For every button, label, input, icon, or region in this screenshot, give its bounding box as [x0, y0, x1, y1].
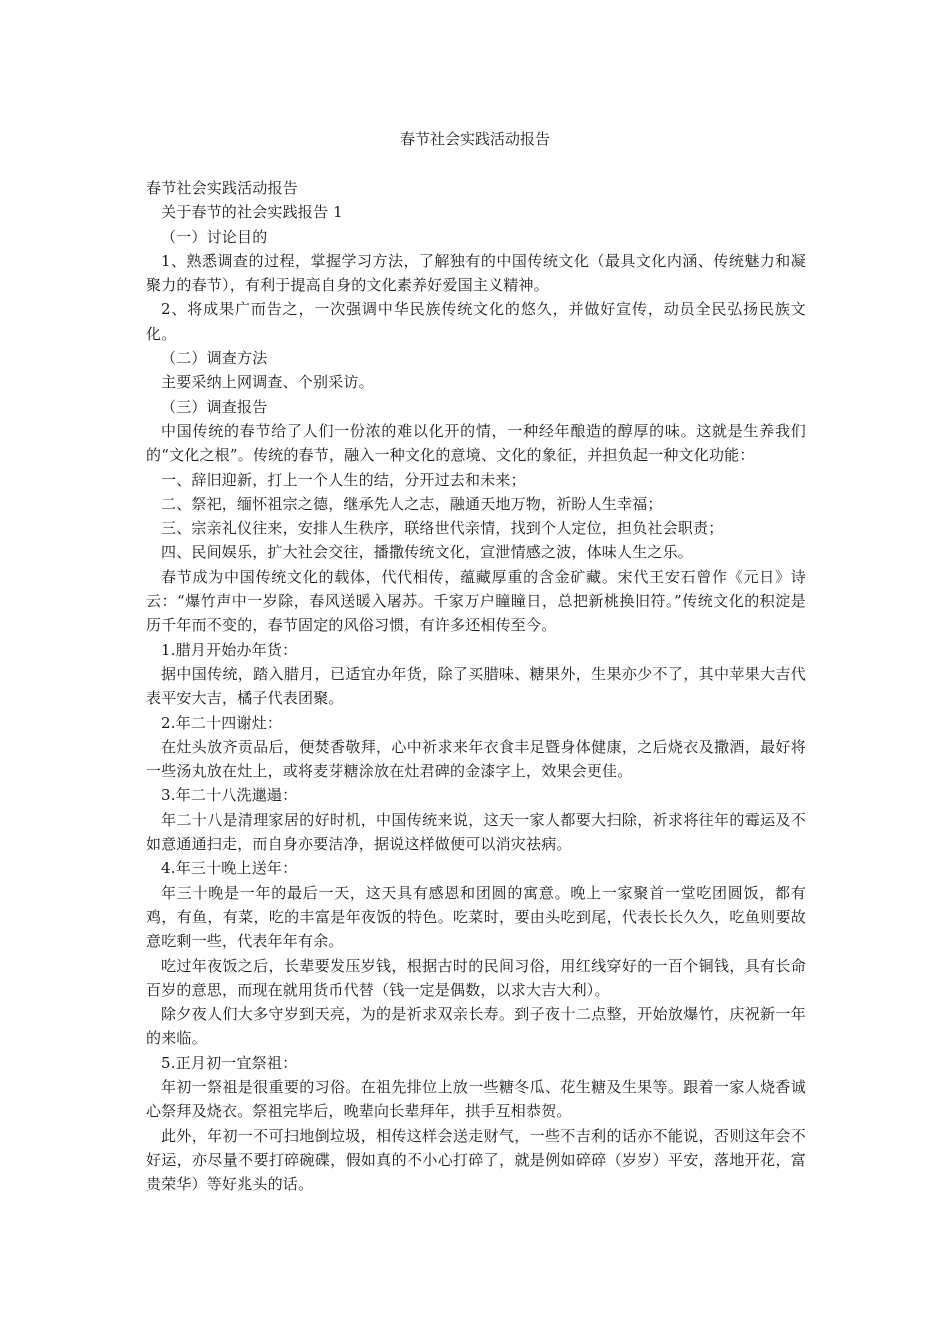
paragraph: 4.年三十晚上送年： [161, 859, 298, 878]
paragraph: 年三十晚是一年的最后一天，这天具有感恩和团圆的寓意。晚上一家聚首一堂吃团圆饭，都有鸡，有鱼，有菜，吃的丰富是年夜饭的特色。吃菜时，要由头吃到尾，代表长长久久，吃鱼则要故意吃剩一些，代表年年有余。 [146, 883, 806, 951]
paragraph: 2、将成果广而告之，一次强调中华民族传统文化的悠久，并做好宣传，动员全民弘扬民族文化。 [146, 300, 806, 343]
paragraph: 3.年二十八洗邋遢： [161, 786, 298, 805]
paragraph: 除夕夜人们大多守岁到天亮，为的是祈求双亲长寿。到子夜十二点整，开始放爆竹，庆祝新一年的来临。 [146, 1005, 806, 1048]
page-title: 春节社会实践活动报告 [399, 130, 550, 148]
paragraph: （二）调查方法 [161, 349, 268, 368]
paragraph: 此外，年初一不可扫地倒垃圾，相传这样会送走财气，一些不吉利的话亦不能说，否则这年会不好运，亦尽量不要打碎碗碟，假如真的不小心打碎了，就是例如碎碎（岁岁）平安，落地开花，富贵荣华）等好兆头的话。 [146, 1126, 806, 1194]
paragraph: 1、熟悉调查的过程，掌握学习方法，了解独有的中国传统文化（最具文化内涵、传统魅力和凝聚力的春节），有利于提高自身的文化素养好爱国主义精神。 [146, 251, 806, 295]
paragraph: 春节社会实践活动报告 [146, 179, 299, 197]
paragraph: 二、祭祀，缅怀祖宗之德，继承先人之志，融通天地万物，祈盼人生幸福； [161, 494, 663, 513]
paragraph: 吃过年夜饭之后，长辈要发压岁钱，根据古时的民间习俗，用红线穿好的一百个铜钱，具有长命百岁的意思，而现在就用货币代替（钱一定是偶数，以求大吉大利）。 [146, 956, 806, 999]
paragraph: （三）调查报告 [161, 397, 268, 416]
paragraph: 中国传统的春节给了人们一份浓的难以化开的情，一种经年酿造的醇厚的味。这就是生养我们的“文化之根”。传统的春节，融入一种文化的意境、文化的象征，并担负起一种文化功能： [146, 421, 806, 465]
paragraph: 春节成为中国传统文化的载体，代代相传，蕴藏厚重的含金矿藏。宋代王安石曾作《元日》诗云：“爆竹声中一岁除，春风送暖入屠苏。千家万户瞳瞳日，总把新桃换旧符。”传统文化的积淀是历千年而不变的，春节固定的风俗习惯，有许多还相传至今。 [146, 567, 806, 635]
paragraph: 关于春节的社会实践报告 1 [161, 203, 343, 222]
paragraph: 5.正月初一宜祭祖： [161, 1053, 298, 1072]
paragraph: 据中国传统，踏入腊月，已适宜办年货，除了买腊味、糖果外，生果亦少不了，其中苹果大吉代表平安大吉，橘子代表团聚。 [146, 664, 806, 708]
paragraph: 三、宗亲礼仪往来，安排人生秩序，联络世代亲情，找到个人定位，担负社会职责； [161, 519, 724, 538]
paragraph: 1.腊月开始办年货： [161, 640, 298, 659]
document-body [146, 176, 806, 1196]
paragraph: （一）讨论目的 [161, 227, 268, 246]
paragraph: 一、辞旧迎新，打上一个人生的结，分开过去和未来； [161, 470, 526, 489]
paragraph: 年二十八是清理家居的好时机，中国传统来说，这天一家人都要大扫除，祈求将往年的霉运及不如意通通扫走，而自身亦要洁净，据说这样做便可以消灾祛病。 [146, 810, 806, 854]
paragraph: 年初一祭祖是很重要的习俗。在祖先排位上放一些糖冬瓜、花生糖及生果等。跟着一家人烧香诚心祭拜及烧衣。祭祖完毕后，晚辈向长辈拜年，拱手互相恭贺。 [146, 1077, 806, 1121]
paragraph: 四、民间娱乐，扩大社会交往，播撒传统文化，宣泄情感之波，体味人生之乐。 [161, 543, 694, 562]
paragraph: 主要采纳上网调查、个别采访。 [161, 373, 374, 392]
paragraph: 在灶头放齐贡品后，便焚香敬拜，心中祈求来年衣食丰足暨身体健康，之后烧衣及撒酒，最好将一些汤丸放在灶上，或将麦芽糖涂放在灶君碑的金漆字上，效果会更佳。 [146, 737, 806, 781]
paragraph: 2.年二十四谢灶： [161, 713, 283, 732]
